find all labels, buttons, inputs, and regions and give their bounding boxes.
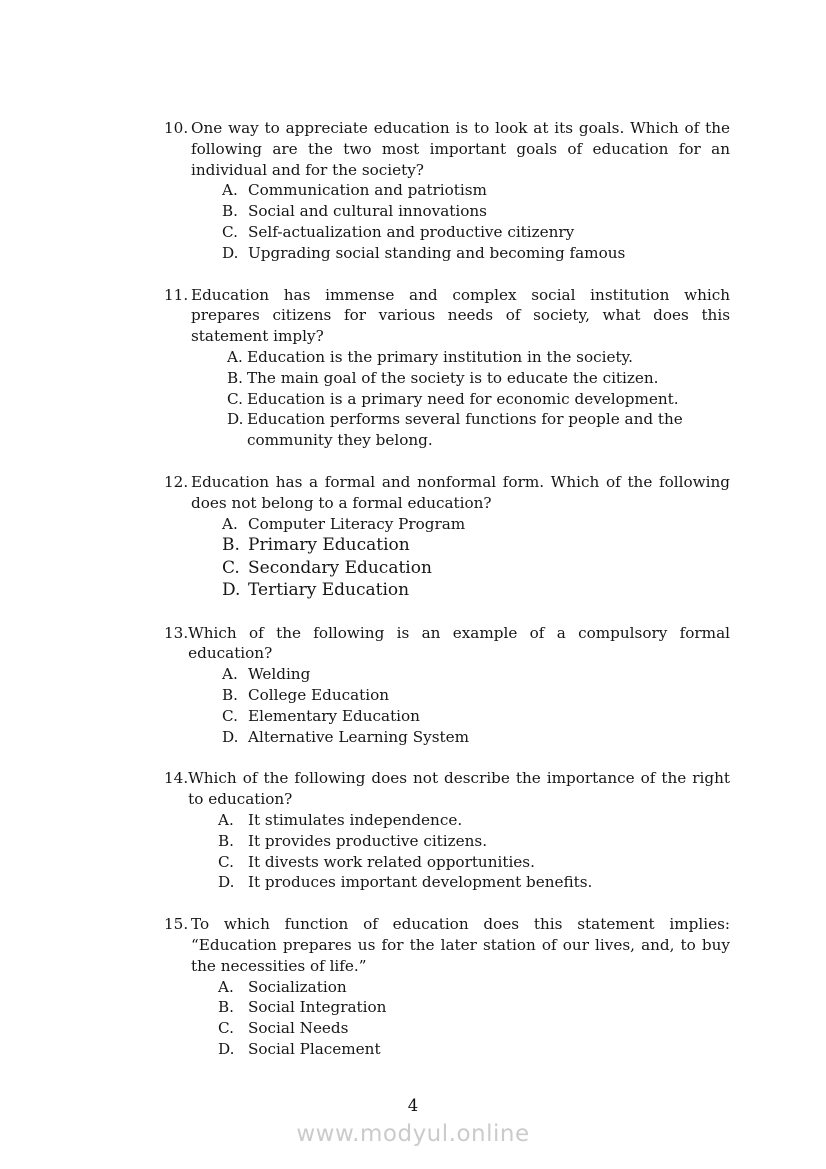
option-letter: A. xyxy=(218,810,234,829)
option-row xyxy=(227,409,730,451)
option-letter: D. xyxy=(222,243,239,262)
option-row xyxy=(222,557,730,579)
option-letter: C. xyxy=(218,852,234,871)
option-text: Upgrading social standing and becoming famous xyxy=(248,243,626,262)
option-row xyxy=(222,201,730,222)
option-letter: C. xyxy=(218,1019,234,1038)
question-text: Which of the following is an example of a compulsory formal education? xyxy=(188,623,730,663)
options-group xyxy=(164,977,730,1060)
option-row xyxy=(218,810,730,831)
option-text: Social Integration xyxy=(248,998,387,1017)
option-row xyxy=(227,368,730,389)
option-text: Socialization xyxy=(248,977,347,996)
question-text: Which of the following does not describe the importance of the right to education? xyxy=(188,769,730,809)
option-letter: B. xyxy=(218,998,234,1017)
option-text: Alternative Learning System xyxy=(248,727,469,746)
option-letter: A. xyxy=(222,665,238,684)
options-group xyxy=(164,347,730,451)
question-number: 11. xyxy=(164,285,189,304)
option-letter: D. xyxy=(218,1039,235,1058)
options-group xyxy=(164,664,730,747)
question-number: 13. xyxy=(164,623,189,642)
option-row xyxy=(218,1018,730,1039)
option-row xyxy=(222,222,730,243)
question-text: Education has immense and complex social institution which prepares citizens for various needs of society, what does this statement imply? xyxy=(191,285,730,346)
question-number: 14. xyxy=(164,769,189,788)
question-text: To which function of education does this statement implies: “Education prepares us for the later station of our lives, and, to buy the necessities of life.” xyxy=(191,915,730,975)
option-text: The main goal of the society is to educate the citizen. xyxy=(247,368,659,387)
page-number: 4 xyxy=(407,1096,419,1115)
option-text: Social Placement xyxy=(248,1039,381,1058)
question-10 xyxy=(164,118,730,264)
option-letter: D. xyxy=(222,727,239,746)
question-11 xyxy=(164,285,730,451)
option-text: College Education xyxy=(248,685,390,704)
question-number: 10. xyxy=(164,119,189,137)
options-group xyxy=(164,180,730,263)
option-letter: B. xyxy=(222,202,238,221)
option-row xyxy=(218,997,730,1018)
option-row xyxy=(218,977,730,998)
question-15 xyxy=(164,914,730,1060)
option-row xyxy=(218,1039,730,1060)
option-text: It divests work related opportunities. xyxy=(248,852,535,871)
option-row xyxy=(222,534,730,556)
question-text: One way to appreciate education is to look at its goals. Which of the following are the two most important goals of education for an individual and for the society? xyxy=(191,119,730,179)
option-row xyxy=(222,514,730,535)
option-text: Social Needs xyxy=(248,1019,349,1038)
question-14 xyxy=(164,768,730,893)
option-text: It produces important development benefits. xyxy=(248,873,593,892)
option-letter: B. xyxy=(227,368,243,387)
question-13 xyxy=(164,623,730,748)
option-row xyxy=(218,852,730,873)
option-text: Primary Education xyxy=(248,535,410,556)
option-row xyxy=(222,685,730,706)
option-letter: B. xyxy=(218,831,234,850)
option-letter: A. xyxy=(222,514,238,533)
option-text: Education is the primary institution in the society. xyxy=(247,347,633,366)
option-text: It stimulates independence. xyxy=(248,810,463,829)
option-row xyxy=(222,727,730,748)
option-row xyxy=(222,664,730,685)
option-letter: A. xyxy=(222,181,238,200)
option-letter: C. xyxy=(222,706,238,725)
option-row xyxy=(222,180,730,201)
option-letter: C. xyxy=(227,389,243,408)
option-row xyxy=(222,243,730,264)
option-text: Self-actualization and productive citizenry xyxy=(248,222,575,241)
option-row xyxy=(218,831,730,852)
option-letter: B. xyxy=(222,685,238,704)
option-letter: D. xyxy=(227,410,244,429)
option-letter: A. xyxy=(227,347,243,366)
options-group xyxy=(164,810,730,893)
question-12 xyxy=(164,472,730,602)
watermark: www.modyul.online xyxy=(296,1121,530,1147)
option-row xyxy=(222,579,730,601)
option-text: Welding xyxy=(248,665,311,684)
option-text: Tertiary Education xyxy=(248,580,410,601)
option-row xyxy=(218,872,730,893)
options-group xyxy=(164,514,730,602)
option-letter: B. xyxy=(222,535,240,556)
option-letter: C. xyxy=(222,222,238,241)
question-list xyxy=(164,118,730,1081)
option-row xyxy=(227,347,730,368)
question-number: 15. xyxy=(164,915,189,934)
option-text: Education performs several functions for people and the community they belong. xyxy=(247,410,683,450)
option-text: Secondary Education xyxy=(248,557,432,578)
option-text: Computer Literacy Program xyxy=(248,514,466,533)
option-text: Social and cultural innovations xyxy=(248,202,487,221)
option-row xyxy=(222,706,730,727)
option-row xyxy=(227,389,730,410)
option-letter: D. xyxy=(218,873,235,892)
question-number: 12. xyxy=(164,472,189,491)
option-text: Education is a primary need for economic development. xyxy=(247,389,679,408)
option-letter: D. xyxy=(222,580,241,601)
option-letter: C. xyxy=(222,557,240,578)
option-text: It provides productive citizens. xyxy=(248,831,488,850)
option-letter: A. xyxy=(218,977,234,996)
question-text: Education has a formal and nonformal form. Which of the following does not belong to a formal education? xyxy=(191,472,730,512)
option-text: Elementary Education xyxy=(248,706,420,725)
option-text: Communication and patriotism xyxy=(248,181,487,200)
